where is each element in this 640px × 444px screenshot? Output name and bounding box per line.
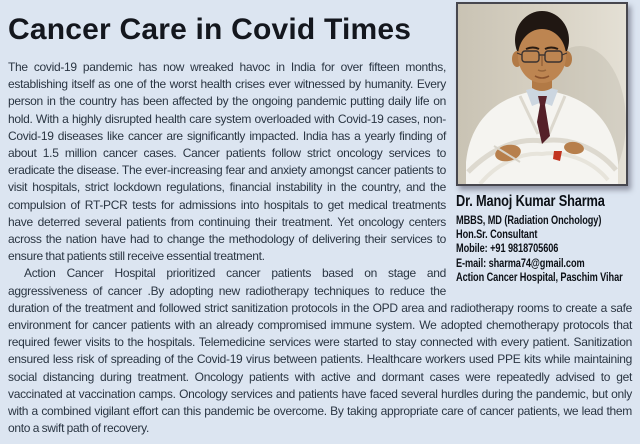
doctor-photo bbox=[456, 2, 628, 186]
doctor-email: E-mail: sharma74@gmail.com bbox=[456, 257, 585, 270]
doctor-contact-details bbox=[456, 193, 634, 285]
doctor-profile-block bbox=[454, 2, 632, 294]
article-paragraph-2: Action Cancer Hospital prioritized cancer patients based on stage and aggressiveness of cancer .By adopting new radiotherapy techniques to reduce the duration of the treatment and followed strict sanitization protocols in the OPD area and radiotherapy rooms to create a safe environment for cancer patients with an already compromised immune system. We adopted chemotherapy protocols that required fewer visits to the hospitals. Telemedicine services were started to stay connected with every patient. Sanitization ensured less risk of spreading of the Covid-19 virus between patients. Healthcare workers used PPE kits while maintaining social distancing during treatment. Oncology patients with active and dormant cases were repeatedly advised to get vaccinated at vaccination camps. Oncology services and patients have faced several hurdles during the pandemic, but only with a combined vigilant effort can this pandemic be overcome. By taking appropriate care of cancer patients, we lead them onto a swift path of recovery. bbox=[8, 266, 632, 436]
doctor-designation: Hon.Sr. Consultant bbox=[456, 229, 538, 242]
doctor-qualification: MBBS, MD (Radiation Onchology) bbox=[456, 215, 602, 227]
doctor-portrait-illustration bbox=[458, 4, 626, 184]
article-paragraph-1: The covid-19 pandemic has now wreaked havoc in India for over fifteen months, establishing itself as one of the worst health crises ever witnessed by humanity. Every person in the country has been affected by the ongoing pandemic putting daily life on hold. With a highly disrupted health care system overloaded with Covid-19 cases, non-Covid-19 diseases like cancer are significantly impacted. India has a yearly finding of about 1.5 million cancer cases. Cancer patients follow strict oncology services to eradicate the disease. The ever-increasing fear and anxiety amongst cancer patients to visit hospitals, strict lockdown regulations, financial instability in the country, and the compulsion of RT-PCR tests for admissions into hospitals to get medical treatments have deterred several patients from continuing their treatment. Yet oncology centers across the nation have had to change the methodology of delivering their services to ensure that patients still receive essential treatment. bbox=[8, 60, 446, 264]
doctor-mobile: Mobile: +91 9818705606 bbox=[456, 243, 559, 256]
doctor-name: Dr. Manoj Kumar Sharma bbox=[456, 193, 605, 210]
doctor-hospital: Action Cancer Hospital, Paschim Vihar bbox=[456, 271, 623, 284]
page-title: Cancer Care in Covid Times bbox=[8, 13, 412, 46]
